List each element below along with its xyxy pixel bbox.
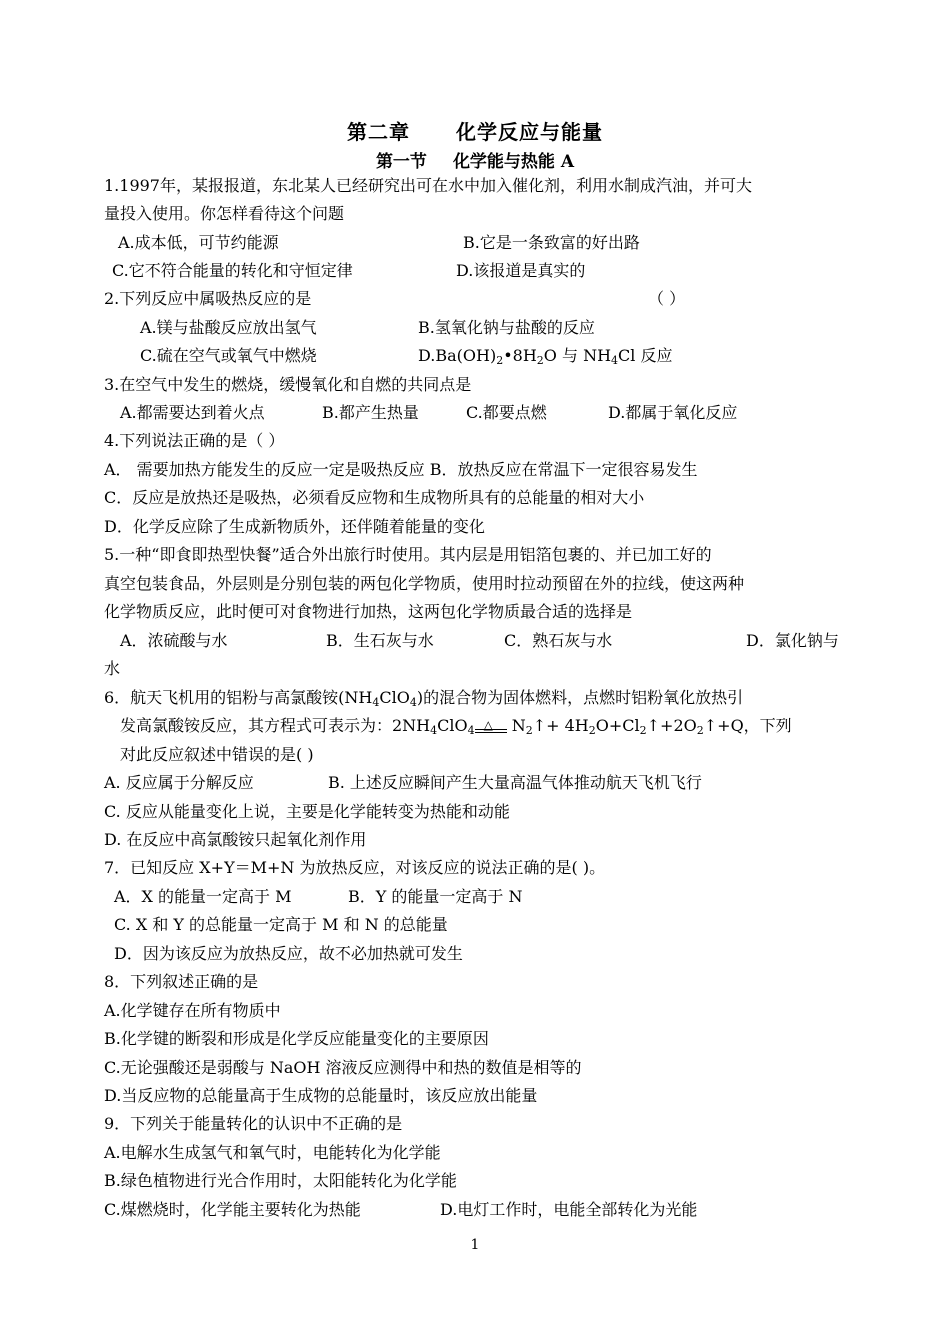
q1-option-c: C.它不符合能量的转化和守恒定律 — [112, 261, 353, 280]
page-number: 1 — [470, 1237, 480, 1253]
q5-option-d-wrap: 水 — [104, 659, 121, 678]
section-title — [0, 147, 950, 172]
q1-option-b: B.它是一条致富的好出路 — [463, 233, 640, 252]
q2-answer-paren: （ ） — [648, 289, 686, 308]
chapter-label: 第二章 — [347, 120, 410, 144]
q5-stem-line2: 真空包装食品，外层则是分别包装的两包化学物质，使用时拉动预留在外的拉线，使这两种 — [104, 574, 745, 593]
q7-option-d: D．因为该反应为放热反应，故不必加热就可发生 — [114, 944, 463, 963]
q6-stem-line2: 发高氯酸铵反应，其方程式可表示为：2NH4ClO4 △ N2↑+ 4H2O+Cl2↑+2O2↑+Q，下列 — [120, 716, 792, 737]
q8-stem: 8．下列叙述正确的是 — [104, 972, 259, 991]
q2-option-c: C.硫在空气或氧气中燃烧 — [140, 346, 317, 365]
section-label: 第一节 — [375, 152, 427, 172]
q6-option-a: A. 反应属于分解反应 — [104, 773, 254, 792]
q7-option-a: A．X 的能量一定高于 M — [114, 887, 292, 906]
q8-option-a: A.化学键存在所有物质中 — [104, 1001, 281, 1020]
q5-option-a: A．浓硫酸与水 — [120, 631, 228, 650]
q4-options-ab: A． 需要加热方能发生的反应一定是吸热反应 B．放热反应在常温下一定很容易发生 — [104, 460, 698, 479]
q3-option-d: D.都属于氧化反应 — [608, 403, 738, 422]
q5-stem-line1: 5.一种“即食即热型快餐”适合外出旅行时使用。其内层是用铝箔包裹的、并已加工好的 — [104, 545, 712, 564]
q7-option-b: B．Y 的能量一定高于 N — [348, 887, 523, 906]
q5-option-c: C．熟石灰与水 — [504, 631, 613, 650]
q8-option-d: D.当反应物的总能量高于生成物的总能量时，该反应放出能量 — [104, 1086, 538, 1105]
q2-option-a: A.镁与盐酸反应放出氢气 — [140, 318, 317, 337]
q6-option-b: B. 上述反应瞬间产生大量高温气体推动航天飞机飞行 — [328, 773, 702, 792]
q1-option-d: D.该报道是真实的 — [456, 261, 586, 280]
q7-option-c: C. X 和 Y 的总能量一定高于 M 和 N 的总能量 — [114, 915, 448, 934]
q7-stem: 7．已知反应 X+Y＝M+N 为放热反应，对该反应的说法正确的是( )。 — [104, 858, 606, 877]
q8-option-b: B.化学键的断裂和形成是化学反应能量变化的主要原因 — [104, 1029, 489, 1048]
q3-option-c: C.都要点燃 — [466, 403, 547, 422]
chapter-title — [0, 116, 950, 145]
q5-stem-line3: 化学物质反应，此时便可对食物进行加热，这两包化学物质最合适的选择是 — [104, 602, 633, 621]
q5-option-b: B．生石灰与水 — [326, 631, 434, 650]
q9-option-b: B.绿色植物进行光合作用时，太阳能转化为化学能 — [104, 1171, 457, 1190]
q1-stem-line1: 1.1997年，某报报道，东北某人已经研究出可在水中加入催化剂，利用水制成汽油，并可大 — [104, 176, 752, 195]
q8-option-c: C.无论强酸还是弱酸与 NaOH 溶液反应测得中和热的数值是相等的 — [104, 1058, 582, 1077]
q5-option-d: D．氯化钠与 — [746, 631, 839, 650]
chapter-title-text: 化学反应与能量 — [456, 120, 603, 144]
q9-option-a: A.电解水生成氢气和氧气时，电能转化为化学能 — [104, 1143, 441, 1162]
q4-option-c: C．反应是放热还是吸热，必须看反应物和生成物所具有的总能量的相对大小 — [104, 488, 645, 507]
q3-option-a: A.都需要达到着火点 — [120, 403, 265, 422]
q1-option-a: A.成本低，可节约能源 — [118, 233, 279, 252]
q6-option-d: D. 在反应中高氯酸铵只起氧化剂作用 — [104, 830, 367, 849]
q1-stem-line2: 量投入使用。你怎样看待这个问题 — [104, 204, 345, 223]
q2-option-d: D.Ba(OH)2•8H2O 与 NH4Cl 反应 — [418, 346, 673, 367]
q4-stem: 4.下列说法正确的是（ ） — [104, 431, 285, 450]
q3-option-b: B.都产生热量 — [322, 403, 419, 422]
q9-option-d: D.电灯工作时，电能全部转化为光能 — [440, 1200, 698, 1219]
q4-option-d: D．化学反应除了生成新物质外，还伴随着能量的变化 — [104, 517, 485, 536]
q2-option-b: B.氢氧化钠与盐酸的反应 — [418, 318, 595, 337]
q9-option-c: C.煤燃烧时，化学能主要转化为热能 — [104, 1200, 361, 1219]
q6-option-c: C. 反应从能量变化上说，主要是化学能转变为热能和动能 — [104, 802, 510, 821]
q6-stem-line1: 6．航天飞机用的铝粉与高氯酸铵(NH4ClO4)的混合物为固体燃料，点燃时铝粉氧化放热引 — [104, 688, 744, 709]
q9-stem: 9．下列关于能量转化的认识中不正确的是 — [104, 1114, 403, 1133]
q2-stem: 2.下列反应中属吸热反应的是 — [104, 289, 312, 308]
heating-condition-sign: △ — [475, 717, 507, 737]
q3-stem: 3.在空气中发生的燃烧，缓慢氧化和自燃的共同点是 — [104, 375, 472, 394]
q6-stem-line3: 对此反应叙述中错误的是( ) — [120, 745, 314, 764]
section-title-text: 化学能与热能 A — [452, 152, 575, 172]
